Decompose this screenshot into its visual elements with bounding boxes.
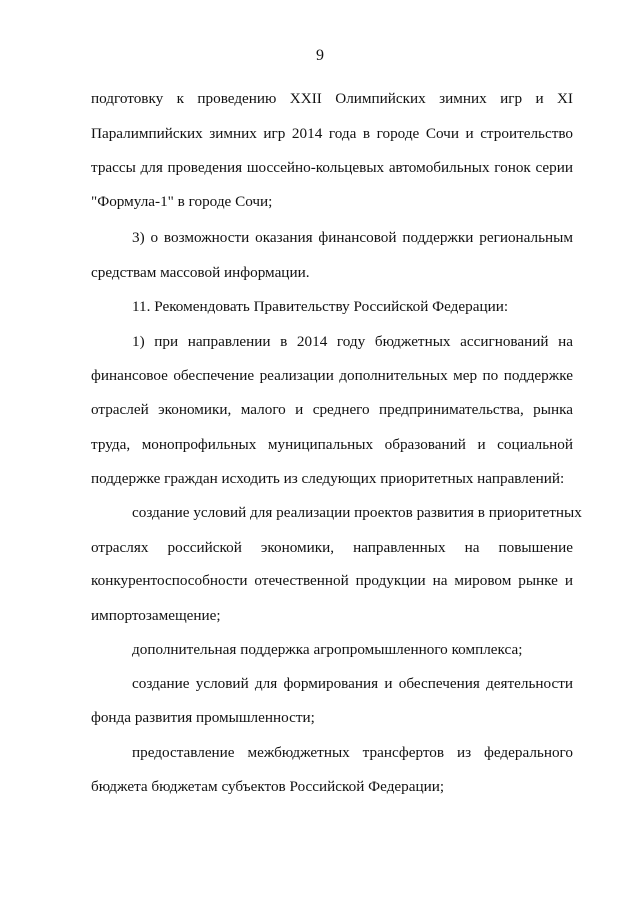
- text-line: подготовку к проведению XXII Олимпийских зимних игр и XI: [91, 90, 573, 107]
- text-line: поддержке граждан исходить из следующих приоритетных направлений:: [91, 470, 565, 487]
- text-line: создание условий для формирования и обеспечения деятельности: [132, 675, 573, 692]
- text-line: импортозамещение;: [91, 607, 221, 624]
- text-line: 3) о возможности оказания финансовой поддержки региональным: [132, 229, 573, 246]
- text-line: финансовое обеспечение реализации дополнительных мер по поддержке: [91, 367, 573, 384]
- text-line: создание условий для реализации проектов развития в приоритетных: [132, 504, 582, 521]
- text-line: отраслей экономики, малого и среднего предпринимательства, рынка: [91, 401, 573, 418]
- page-number: 9: [316, 47, 324, 64]
- text-line: фонда развития промышленности;: [91, 709, 315, 726]
- text-line: 1) при направлении в 2014 году бюджетных ассигнований на: [132, 333, 573, 350]
- text-line: 11. Рекомендовать Правительству Российской Федерации:: [132, 298, 509, 315]
- text-line: бюджета бюджетам субъектов Российской Федерации;: [91, 778, 445, 795]
- text-line: предоставление межбюджетных трансфертов из федерального: [132, 744, 573, 761]
- text-line: Паралимпийских зимних игр 2014 года в городе Сочи и строительство: [91, 125, 573, 142]
- text-line: труда, монопрофильных муниципальных образований и социальной: [91, 436, 573, 453]
- text-line: средствам массовой информации.: [91, 264, 310, 281]
- text-line: дополнительная поддержка агропромышленного комплекса;: [132, 641, 523, 658]
- text-line: отраслях российской экономики, направленных на повышение: [91, 539, 573, 556]
- text-line: конкурентоспособности отечественной продукции на мировом рынке и: [91, 572, 573, 589]
- text-line: трассы для проведения шоссейно-кольцевых автомобильных гонок серии: [91, 159, 573, 176]
- text-line: "Формула-1" в городе Сочи;: [91, 193, 273, 210]
